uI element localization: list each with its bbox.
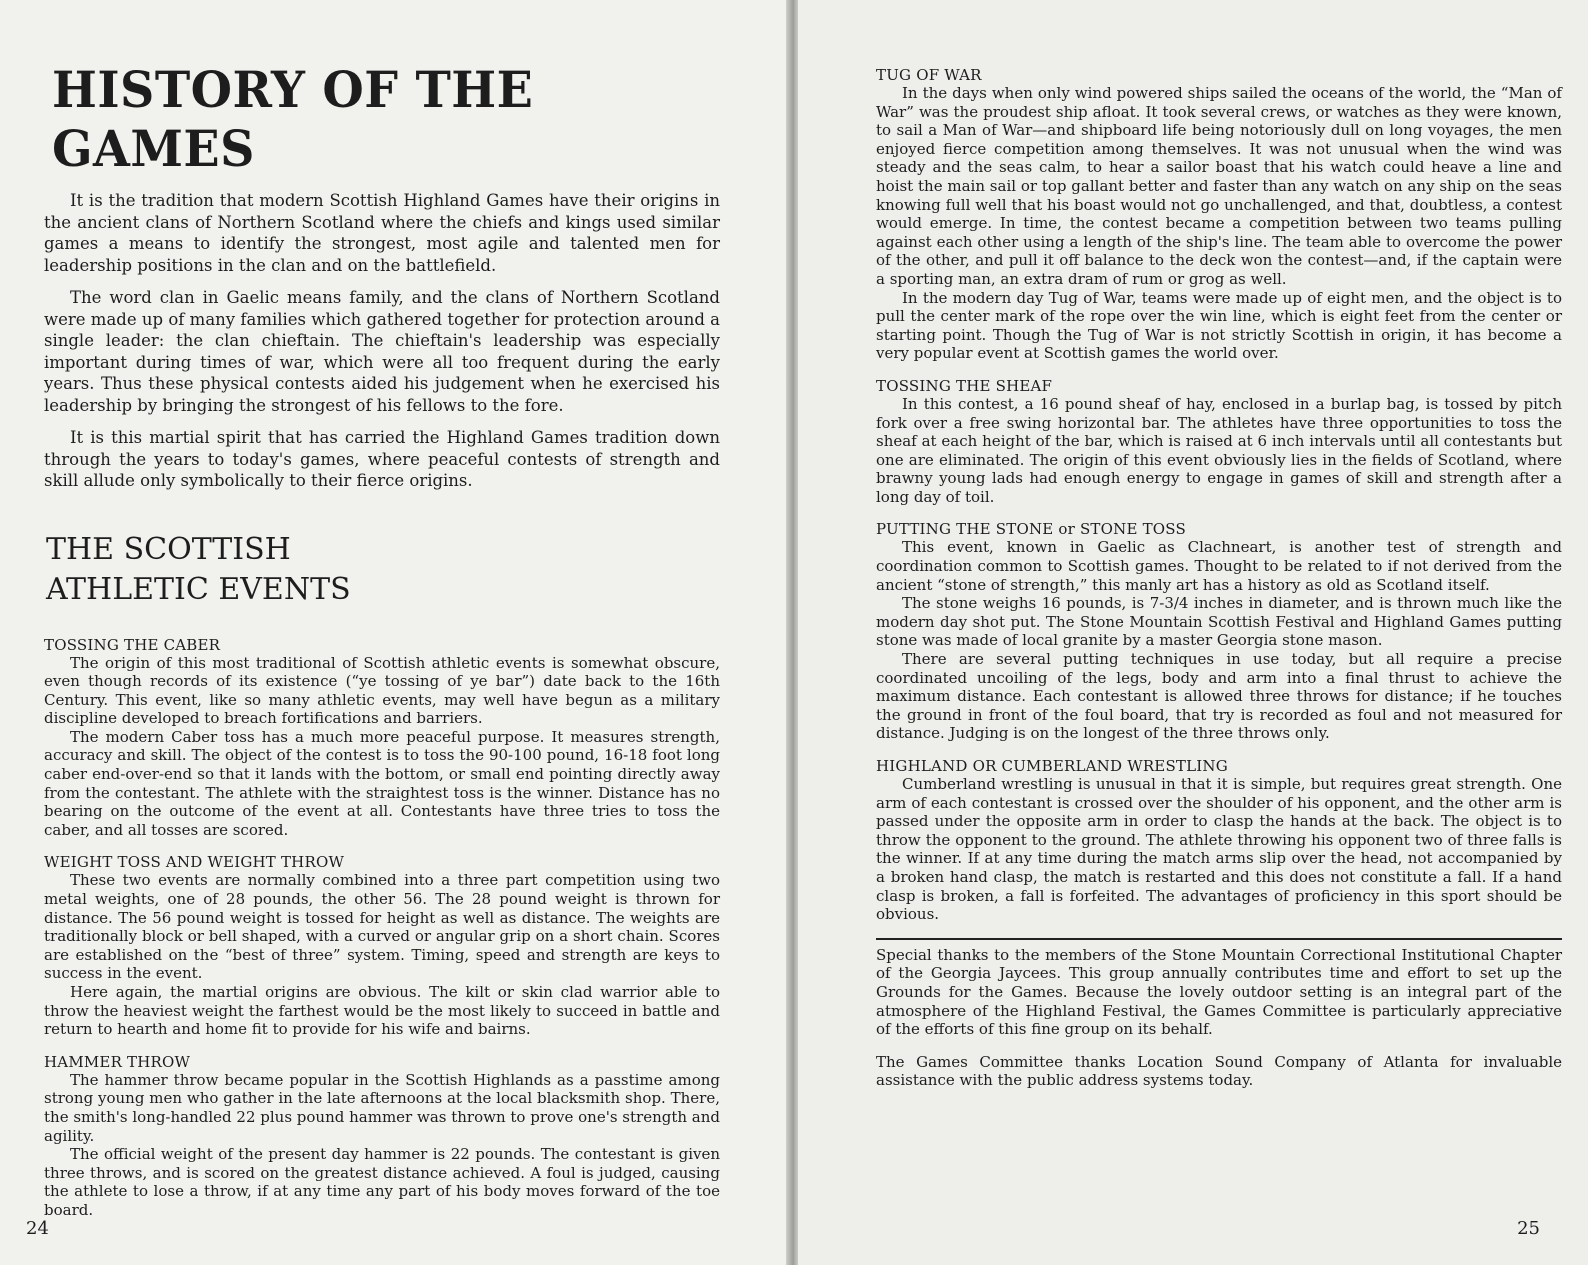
left-page	[0, 0, 790, 1265]
event-heading: HIGHLAND OR CUMBERLAND WRESTLING	[876, 757, 1228, 775]
event-wrestling	[876, 757, 1562, 924]
event-paragraph: In the modern day Tug of War, teams were made up of eight men, and the object is to pull the center mark of the rope over the win line, which is eight feet from the center or starting point. Though the Tug of War is not strictly Scottish in origin, it has become a very popular event at Scottish games the world over.	[876, 288, 1562, 363]
event-sheaf	[876, 377, 1562, 507]
event-paragraph: These two events are normally combined into a three part competition using two metal weights, one of 28 pounds, the other 56. The 28 pound weight is thrown for distance. The 56 pound weight is tossed for height as well as distance. The weights are traditionally block or bell shaped, with a curved or angular grip on a short chain. Scores are established on the “best of three” system. Timing, speed and strength are keys to success in the event.	[44, 871, 720, 983]
event-paragraph: There are several putting techniques in use today, but all require a precise coordinated uncoiling of the legs, body and arm into a final thrust to achieve the maximum distance. Each contestant is allowed three throws for distance; if he touches the ground in front of the foul board, that try is recorded as foul and not measured for distance. Judging is on the longest of the three throws only.	[876, 650, 1562, 743]
event-caber	[44, 636, 720, 840]
events-column	[876, 66, 1562, 924]
event-paragraph: The hammer throw became popular in the Scottish Highlands as a passtime among strong young men who gather in the late afternoons at the local blacksmith shop. There, the smith's long-handled 22 plus pound hammer was thrown to prove one's strength and agility.	[44, 1070, 720, 1145]
intro-section	[44, 190, 720, 492]
right-page	[798, 0, 1588, 1265]
event-heading: TUG OF WAR	[876, 66, 982, 84]
event-paragraph: The origin of this most traditional of Scottish athletic events is somewhat obscure, even though records of its existence (“ye tossing of ye bar”) date back to the 16th Century. This event, like so many athletic events, may well have begun as a military discipline developed to breach fortifications and barriers.	[44, 653, 720, 728]
section-title	[46, 530, 720, 610]
page-number: 24	[26, 1218, 49, 1239]
event-paragraph: In the days when only wind powered ships sailed the oceans of the world, the “Man of War” was the proudest ship afloat. It took several crews, or watches as they were known, to sail a Man of War—and shipboard life being notoriously dull on long voyages, the men enjoyed fierce competition among themselves. It was not unusual when the wind was steady and the seas calm, to hear a sailor boast that his watch could heave a line and hoist the main sail or top gallant better and faster than any watch on any ship on the seas knowing full well that his boast would not go unchallenged, and that, doubtless, a contest would emerge. In time, the contest became a competition between two teams pulling against each other using a length of the ship's line. The team able to overcome the power of the other, and pull it off balance to the deck won the contest—and, if the captain were a sporting man, an extra dram of rum or grog as well.	[876, 84, 1562, 288]
event-paragraph: Cumberland wrestling is unusual in that it is simple, but requires great strength. One arm of each contestant is crossed over the shoulder of his opponent, and the other arm is passed under the opposite arm in order to clasp the hands at the back. The object is to throw the opponent to the ground. The athlete throwing his opponent two of three falls is the winner. If at any time during the match arms slip over the head, not accompanied by a broken hand clasp, the match is restarted and this does not constitute a fall. If a hand clasp is broken, a fall is forfeited. The advantages of proficiency in this sport should be obvious.	[876, 775, 1562, 924]
intro-paragraph: The word clan in Gaelic means family, and the clans of Northern Scotland were made up of many families which gathered together for protection around a single leader: the clan chieftain. The chieftain's leadership was especially important during times of war, which were all too frequent during the early years. Thus these physical contests aided his judgement when he exercised his leadership by bringing the strongest of his fellows to the fore.	[44, 288, 720, 415]
event-stone	[876, 520, 1562, 743]
event-tug-of-war	[876, 66, 1562, 363]
event-paragraph: The stone weighs 16 pounds, is 7-3/4 inches in diameter, and is thrown much like the modern day shot put. The Stone Mountain Scottish Festival and Highland Games putting stone was made of local granite by a master Georgia stone mason.	[876, 594, 1562, 650]
events-column	[44, 636, 720, 1220]
event-hammer	[44, 1053, 720, 1220]
section-title-line: ATHLETIC EVENTS	[46, 571, 351, 607]
event-heading: TOSSING THE CABER	[44, 635, 221, 654]
event-paragraph: The official weight of the present day hammer is 22 pounds. The contestant is given three throws, and is scored on the greatest distance achieved. A foul is judged, causing the athlete to lose a throw, if at any time any part of his body moves forward of the toe board.	[44, 1145, 720, 1219]
intro-paragraph: It is the tradition that modern Scottish Highland Games have their origins in the ancient clans of Northern Scotland where the chiefs and kings used similar games a means to identify the strongest, most agile and talented men for leadership positions in the clan and on the battlefield.	[44, 191, 720, 275]
event-heading: TOSSING THE SHEAF	[876, 376, 1053, 395]
page-number: 25	[1517, 1218, 1540, 1239]
event-heading: HAMMER THROW	[44, 1052, 191, 1071]
event-paragraph: This event, known in Gaelic as Clachneart, is another test of strength and coordination common to Scottish games. Thought to be related to if not derived from the ancient “stone of strength,” this manly art has a history as old as Scotland itself.	[876, 538, 1562, 594]
event-paragraph: Here again, the martial origins are obvious. The kilt or skin clad warrior able to throw the heaviest weight the farthest would be the most likely to succeed in battle and return to hearth and home fit to provide for his wife and bairns.	[44, 983, 720, 1039]
intro-paragraph: It is this martial spirit that has carried the Highland Games tradition down through the years to today's games, where peaceful contests of strength and skill allude only symbolically to their fierce origins.	[44, 428, 720, 490]
event-weight	[44, 853, 720, 1038]
thanks-section	[876, 946, 1562, 1090]
event-paragraph: In this contest, a 16 pound sheaf of hay, enclosed in a burlap bag, is tossed by pitch fork over a free swing horizontal bar. The athletes have three opportunities to toss the sheaf at each height of the bar, which is raised at 6 inch intervals until all contestants but one are eliminated. The origin of this event obviously lies in the fields of Scotland, where brawny young lads had enough energy to engage in games of skill and strength after a long day of toil.	[876, 394, 1562, 506]
event-heading: PUTTING THE STONE or STONE TOSS	[876, 520, 1186, 539]
thanks-paragraph: Special thanks to the members of the Stone Mountain Correctional Institutional Chapter of the Georgia Jaycees. This group annually contributes time and effort to set up the Grounds for the Games. Because the lovely outdoor setting is an integral part of the atmosphere of the Highland Festival, the Games Committee is particularly appreciative of the efforts of this fine group on its behalf.	[876, 945, 1562, 1039]
event-heading: WEIGHT TOSS AND WEIGHT THROW	[44, 853, 345, 872]
event-paragraph: The modern Caber toss has a much more peaceful purpose. It measures strength, accuracy and skill. The object of the contest is to toss the 90-100 pound, 16-18 foot long caber end-over-end so that it lands with the bottom, or small end pointing directly away from the contestant. The athlete with the straightest toss is the winner. Distance has no bearing on the outcome of the event at all. Contestants have three tries to toss the caber, and all tosses are scored.	[44, 727, 720, 839]
divider	[876, 938, 1562, 940]
page-title: HISTORY OF THE GAMES	[52, 60, 534, 178]
section-title-line: THE SCOTTISH	[46, 531, 291, 567]
thanks-paragraph: The Games Committee thanks Location Sound Company of Atlanta for invaluable assistance with the public address systems today.	[876, 1052, 1562, 1090]
